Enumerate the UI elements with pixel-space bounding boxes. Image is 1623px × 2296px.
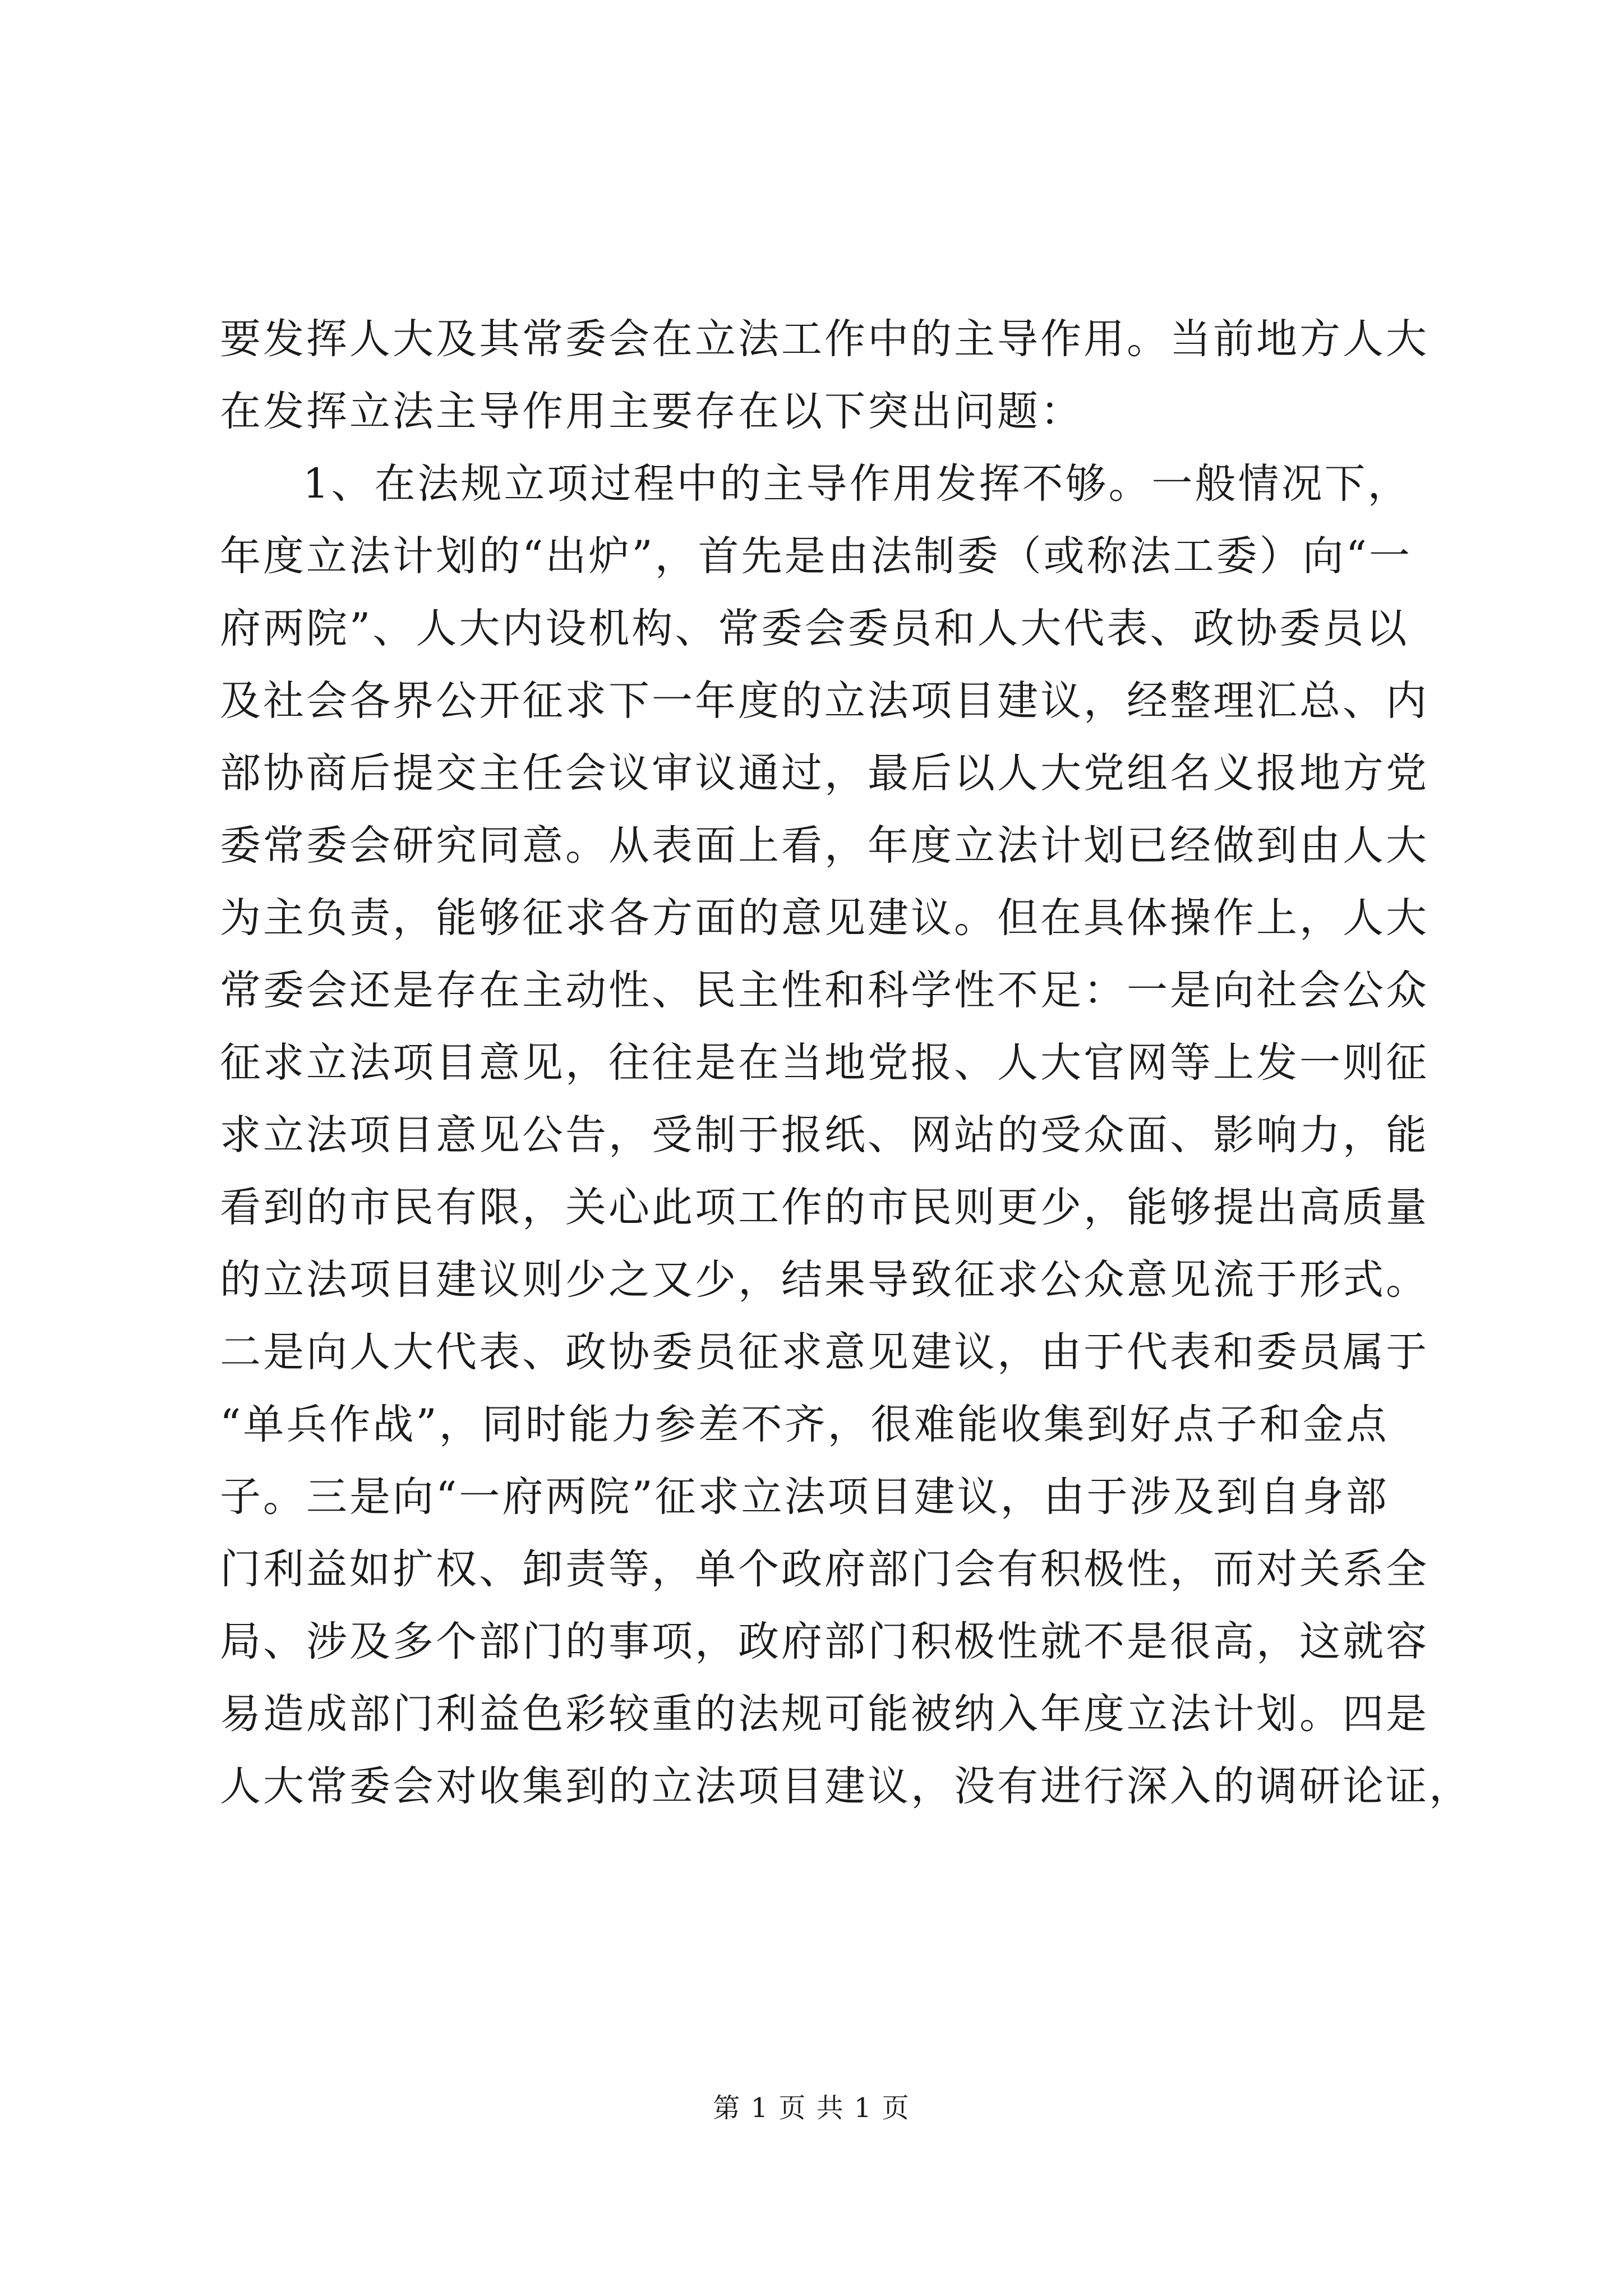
text-line: 要发挥人大及其常委会在立法工作中的主导作用。当前地方人大 [220,315,1429,363]
text-line: 二是向人大代表、政协委员征求意见建议，由于代表和委员属于 [220,1328,1429,1376]
page-number: 第 1 页 共 1 页 [713,2092,910,2124]
text-line: 委常委会研究同意。从表面上看，年度立法计划已经做到由人大 [220,822,1429,869]
text-line: 征求立法项目意见，往往是在当地党报、人大官网等上发一则征 [220,1039,1429,1087]
text-line: 易造成部门利益色彩较重的法规可能被纳入年度立法计划。四是 [220,1690,1429,1738]
text-line: 年度立法计划的“出炉”，首先是由法制委（或称法工委）向“一 [220,532,1412,580]
text-line: 府两院”、人大内设机构、常委会委员和人大代表、政协委员以 [220,605,1409,652]
text-line: 人大常委会对收集到的立法项目建议，没有进行深入的调研论证， [220,1763,1472,1810]
text-line: 看到的市民有限，关心此项工作的市民则更少，能够提出高质量 [220,1184,1429,1231]
body-text [220,303,1472,1823]
text-line: 为主负责，能够征求各方面的意见建议。但在具体操作上，人大 [220,894,1429,942]
text-line: 子。三是向“一府两院”征求立法项目建议，由于涉及到自身部 [220,1473,1389,1521]
text-line: 门利益如扩权、卸责等，单个政府部门会有积极性，而对关系全 [220,1545,1429,1593]
text-line: 求立法项目意见公告，受制于报纸、网站的受众面、影响力，能 [220,1111,1429,1159]
text-line: 常委会还是存在主动性、民主性和科学性不足：一是向社会公众 [220,967,1429,1014]
text-line: “单兵作战”，同时能力参差不齐，很难能收集到好点子和金点 [220,1401,1389,1448]
text-line: 局、涉及多个部门的事项，政府部门积极性就不是很高，这就容 [220,1618,1429,1665]
text-line: 1、在法规立项过程中的主导作用发挥不够。一般情况下， [303,460,1411,508]
page-footer [0,2091,1623,2125]
text-line: 及社会各界公开征求下一年度的立法项目建议，经整理汇总、内 [220,677,1429,725]
text-line: 的立法项目建议则少之又少，结果导致征求公众意见流于形式。 [220,1256,1429,1304]
text-line: 在发挥立法主导作用主要存在以下突出问题： [220,388,1083,435]
text-line: 部协商后提交主任会议审议通过，最后以人大党组名义报地方党 [220,749,1429,797]
